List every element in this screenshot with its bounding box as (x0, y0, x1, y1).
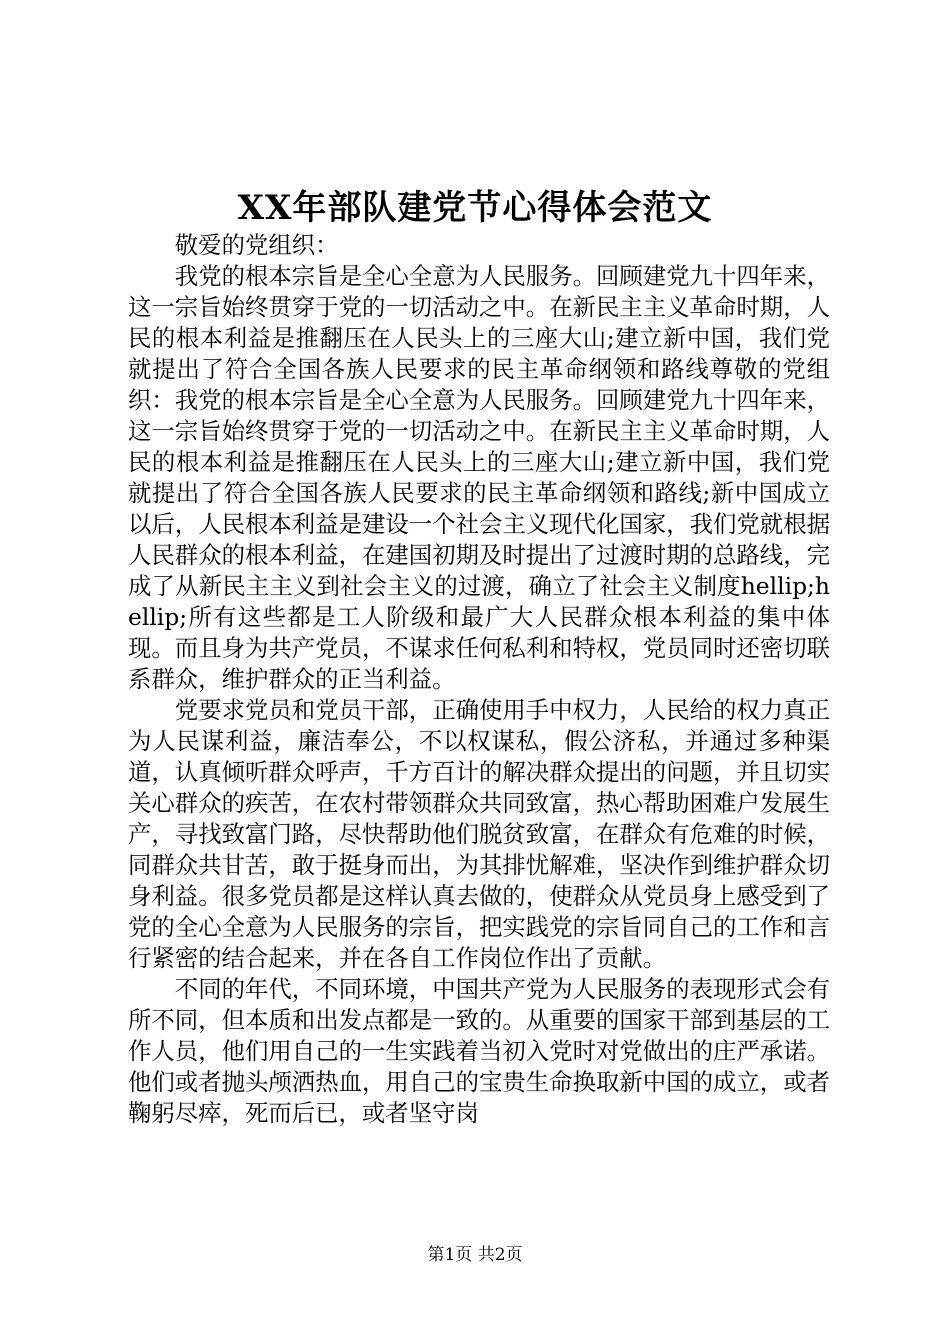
page-footer: 第1页 共2页 (427, 1245, 523, 1265)
body-paragraph-2: 党要求党员和党员干部，正确使用手中权力，人民给的权力真正为人民谋利益，廉洁奉公，不以权谋私，假公济私，并通过多种渠道，认真倾听群众呼声，千方百计的解决群众提出的问题，并且切实关心群众的疾苦，在农村带领群众共同致富，热心帮助困难户发展生产，寻找致富门路，尽快帮助他们脱贫致富，在群众有危难的时候，同群众共甘苦，敢于挺身而出，为其排忧解难，坚决作到维护群众切身利益。很多党员都是这样认真去做的，使群众从党员身上感受到了党的全心全意为人民服务的宗旨，把实践党的宗旨同自己的工作和言行紧密的结合起来，并在各自工作岗位作出了贡献。 (128, 696, 830, 972)
document-body (128, 230, 830, 1129)
salutation: 敬爱的党组织： (174, 231, 339, 259)
document-title: XX年部队建党节心得体会范文 (237, 188, 713, 228)
body-paragraph-3: 不同的年代，不同环境，中国共产党为人民服务的表现形式会有所不同，但本质和出发点都是一致的。从重要的国家干部到基层的工作人员，他们用自己的一生实践着当初入党时对党做出的庄严承诺。他们或者抛头颅洒热血，用自己的宝贵生命换取新中国的成立，或者鞠躬尽瘁，死而后已，或者坚守岗 (128, 975, 830, 1127)
body-paragraph-1: 我党的根本宗旨是全心全意为人民服务。回顾建党九十四年来，这一宗旨始终贯穿于党的一切活动之中。在新民主主义革命时期，人民的根本利益是推翻压在人民头上的三座大山;建立新中国，我们党就提出了符合全国各族人民要求的民主革命纲领和路线尊敬的党组织：我党的根本宗旨是全心全意为人民服务。回顾建党九十四年来，这一宗旨始终贯穿于党的一切活动之中。在新民主主义革命时期，人民的根本利益是推翻压在人民头上的三座大山;建立新中国，我们党就提出了符合全国各族人民要求的民主革命纲领和路线;新中国成立以后，人民根本利益是建设一个社会主义现代化国家，我们党就根据人民群众的根本利益，在建国初期及时提出了过渡时期的总路线，完成了从新民主主义到社会主义的过渡，确立了社会主义制度hellip;hellip;所有这些都是工人阶级和最广大人民群众根本利益的集中体现。而且身为共产党员，不谋求任何私利和特权，党员同时还密切联系群众，维护群众的正当利益。 (128, 262, 830, 693)
